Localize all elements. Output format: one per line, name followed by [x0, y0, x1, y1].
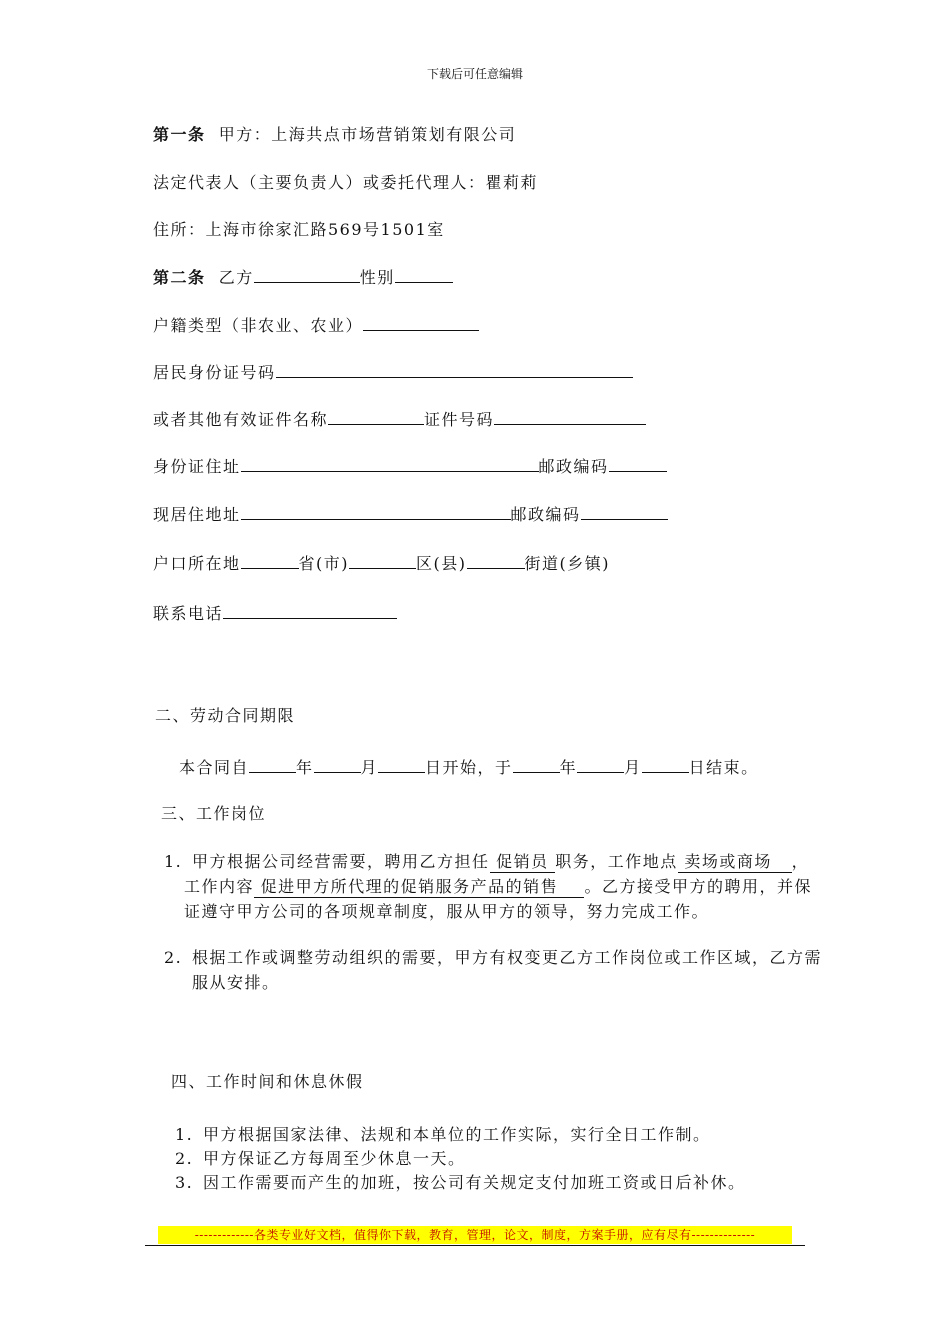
footer-divider: [145, 1245, 805, 1246]
end-day-field[interactable]: [642, 757, 689, 773]
id-address-line: [153, 456, 667, 478]
household-type-field[interactable]: [363, 315, 479, 331]
phone-line: [153, 603, 397, 625]
contract-term-line: [179, 757, 759, 779]
footer-banner: -------------各类专业好文档，值得你下载，教育，管理，论文，制度，方案手册，应有尽有--------------: [158, 1226, 792, 1244]
id-address-field[interactable]: [241, 456, 539, 472]
gender-label: 性别: [359, 268, 395, 287]
section4-item-2-num: 2.: [175, 1149, 194, 1168]
hukou-label: 户口所在地: [153, 554, 241, 573]
section4-item-1-text: 甲方根据国家法律、法规和本单位的工作实际，实行全日工作制。: [203, 1125, 711, 1144]
section3-item2-line1: 根据工作或调整劳动组织的需要，甲方有权变更乙方工作岗位或工作区域，乙方需: [192, 948, 823, 967]
phone-field[interactable]: [223, 603, 397, 619]
term-start-label: 本合同自: [179, 758, 250, 777]
gender-field[interactable]: [395, 267, 453, 283]
current-address-field[interactable]: [241, 504, 511, 520]
section3-item1-line1: [192, 851, 809, 873]
item1-text-e: 。乙方接受甲方的聘用，并保: [584, 877, 812, 896]
header-note: 下载后可任意编辑: [426, 67, 523, 81]
start-month-field[interactable]: [314, 757, 361, 773]
section3-title: 三、工作岗位: [161, 804, 267, 823]
end-day-label: 日结束。: [688, 758, 759, 777]
section4-item-2-text: 甲方保证乙方每周至少休息一天。: [203, 1149, 466, 1168]
other-cert-name-field[interactable]: [328, 409, 424, 425]
position-value: 促销员: [490, 852, 556, 873]
item1-text-a: 甲方根据公司经营需要，聘用乙方担任: [192, 852, 490, 871]
work-content-value: 促进甲方所代理的促销服务产品的销售: [254, 877, 584, 898]
current-address-label: 现居住地址: [153, 505, 241, 524]
id-postcode-field[interactable]: [609, 456, 667, 472]
province-label: 省(市): [298, 554, 350, 573]
party-b-name-field[interactable]: [254, 267, 360, 283]
other-cert-line: [153, 409, 646, 431]
street-label: 街道(乡镇): [524, 554, 611, 573]
article2-party-b-line: [153, 267, 453, 289]
end-month-field[interactable]: [577, 757, 624, 773]
address-line: 住所：上海市徐家汇路569号1501室: [153, 220, 445, 239]
article1-label: 第一条: [153, 125, 206, 144]
item1-text-d: 工作内容: [184, 877, 255, 896]
province-field[interactable]: [241, 553, 299, 569]
item1-text-b: 职务，工作地点: [555, 852, 678, 871]
section4-item-3-num: 3.: [175, 1173, 194, 1192]
start-year-label: 年: [296, 758, 314, 777]
item1-text-c: ，: [791, 852, 810, 871]
current-address-line: [153, 504, 668, 526]
district-field[interactable]: [349, 553, 416, 569]
end-year-field[interactable]: [513, 757, 560, 773]
section2-title: 二、劳动合同期限: [155, 706, 296, 725]
id-postcode-label: 邮政编码: [538, 457, 609, 476]
start-day-label: 日开始，于: [425, 758, 513, 777]
section3-item2-num: 2.: [164, 948, 183, 967]
start-day-field[interactable]: [378, 757, 425, 773]
district-label: 区(县): [416, 554, 467, 573]
start-month-label: 月: [360, 758, 379, 777]
current-postcode-field[interactable]: [581, 504, 668, 520]
work-location-value: 卖场或商场: [678, 852, 792, 873]
section3-item2-line2: 服从安排。: [192, 973, 280, 992]
section3-item1-line2: [184, 876, 812, 898]
article2-label: 第二条: [153, 268, 206, 287]
household-type-label: 户籍类型（非农业、农业）: [153, 316, 364, 335]
current-postcode-label: 邮政编码: [510, 505, 581, 524]
section4-item-3-text: 因工作需要而产生的加班，按公司有关规定支付加班工资或日后补休。: [203, 1173, 746, 1192]
section4-item-1-num: 1.: [175, 1125, 194, 1144]
street-field[interactable]: [467, 553, 525, 569]
id-number-label: 居民身份证号码: [153, 363, 276, 382]
article1-party-a-line: [153, 124, 516, 146]
cert-number-label: 证件号码: [424, 410, 495, 429]
hukou-line: [153, 553, 610, 575]
id-number-field[interactable]: [276, 362, 633, 378]
start-year-field[interactable]: [249, 757, 296, 773]
section4-title: 四、工作时间和休息休假: [171, 1072, 364, 1091]
party-b-label: 乙方: [218, 268, 254, 287]
end-year-label: 年: [559, 758, 578, 777]
party-a-name: 甲方：上海共点市场营销策划有限公司: [218, 125, 517, 144]
section3-item1-line3: 证遵守甲方公司的各项规章制度，服从甲方的领导，努力完成工作。: [184, 902, 710, 921]
section3-item1-num: 1.: [164, 852, 183, 871]
other-cert-name-label: 或者其他有效证件名称: [153, 410, 329, 429]
id-number-line: [153, 362, 633, 384]
cert-number-field[interactable]: [494, 409, 646, 425]
representative-line: 法定代表人（主要负责人）或委托代理人：瞿莉莉: [153, 173, 539, 192]
household-type-line: [153, 315, 479, 337]
phone-label: 联系电话: [153, 604, 224, 623]
end-month-label: 月: [624, 758, 642, 777]
id-address-label: 身份证住址: [153, 457, 241, 476]
